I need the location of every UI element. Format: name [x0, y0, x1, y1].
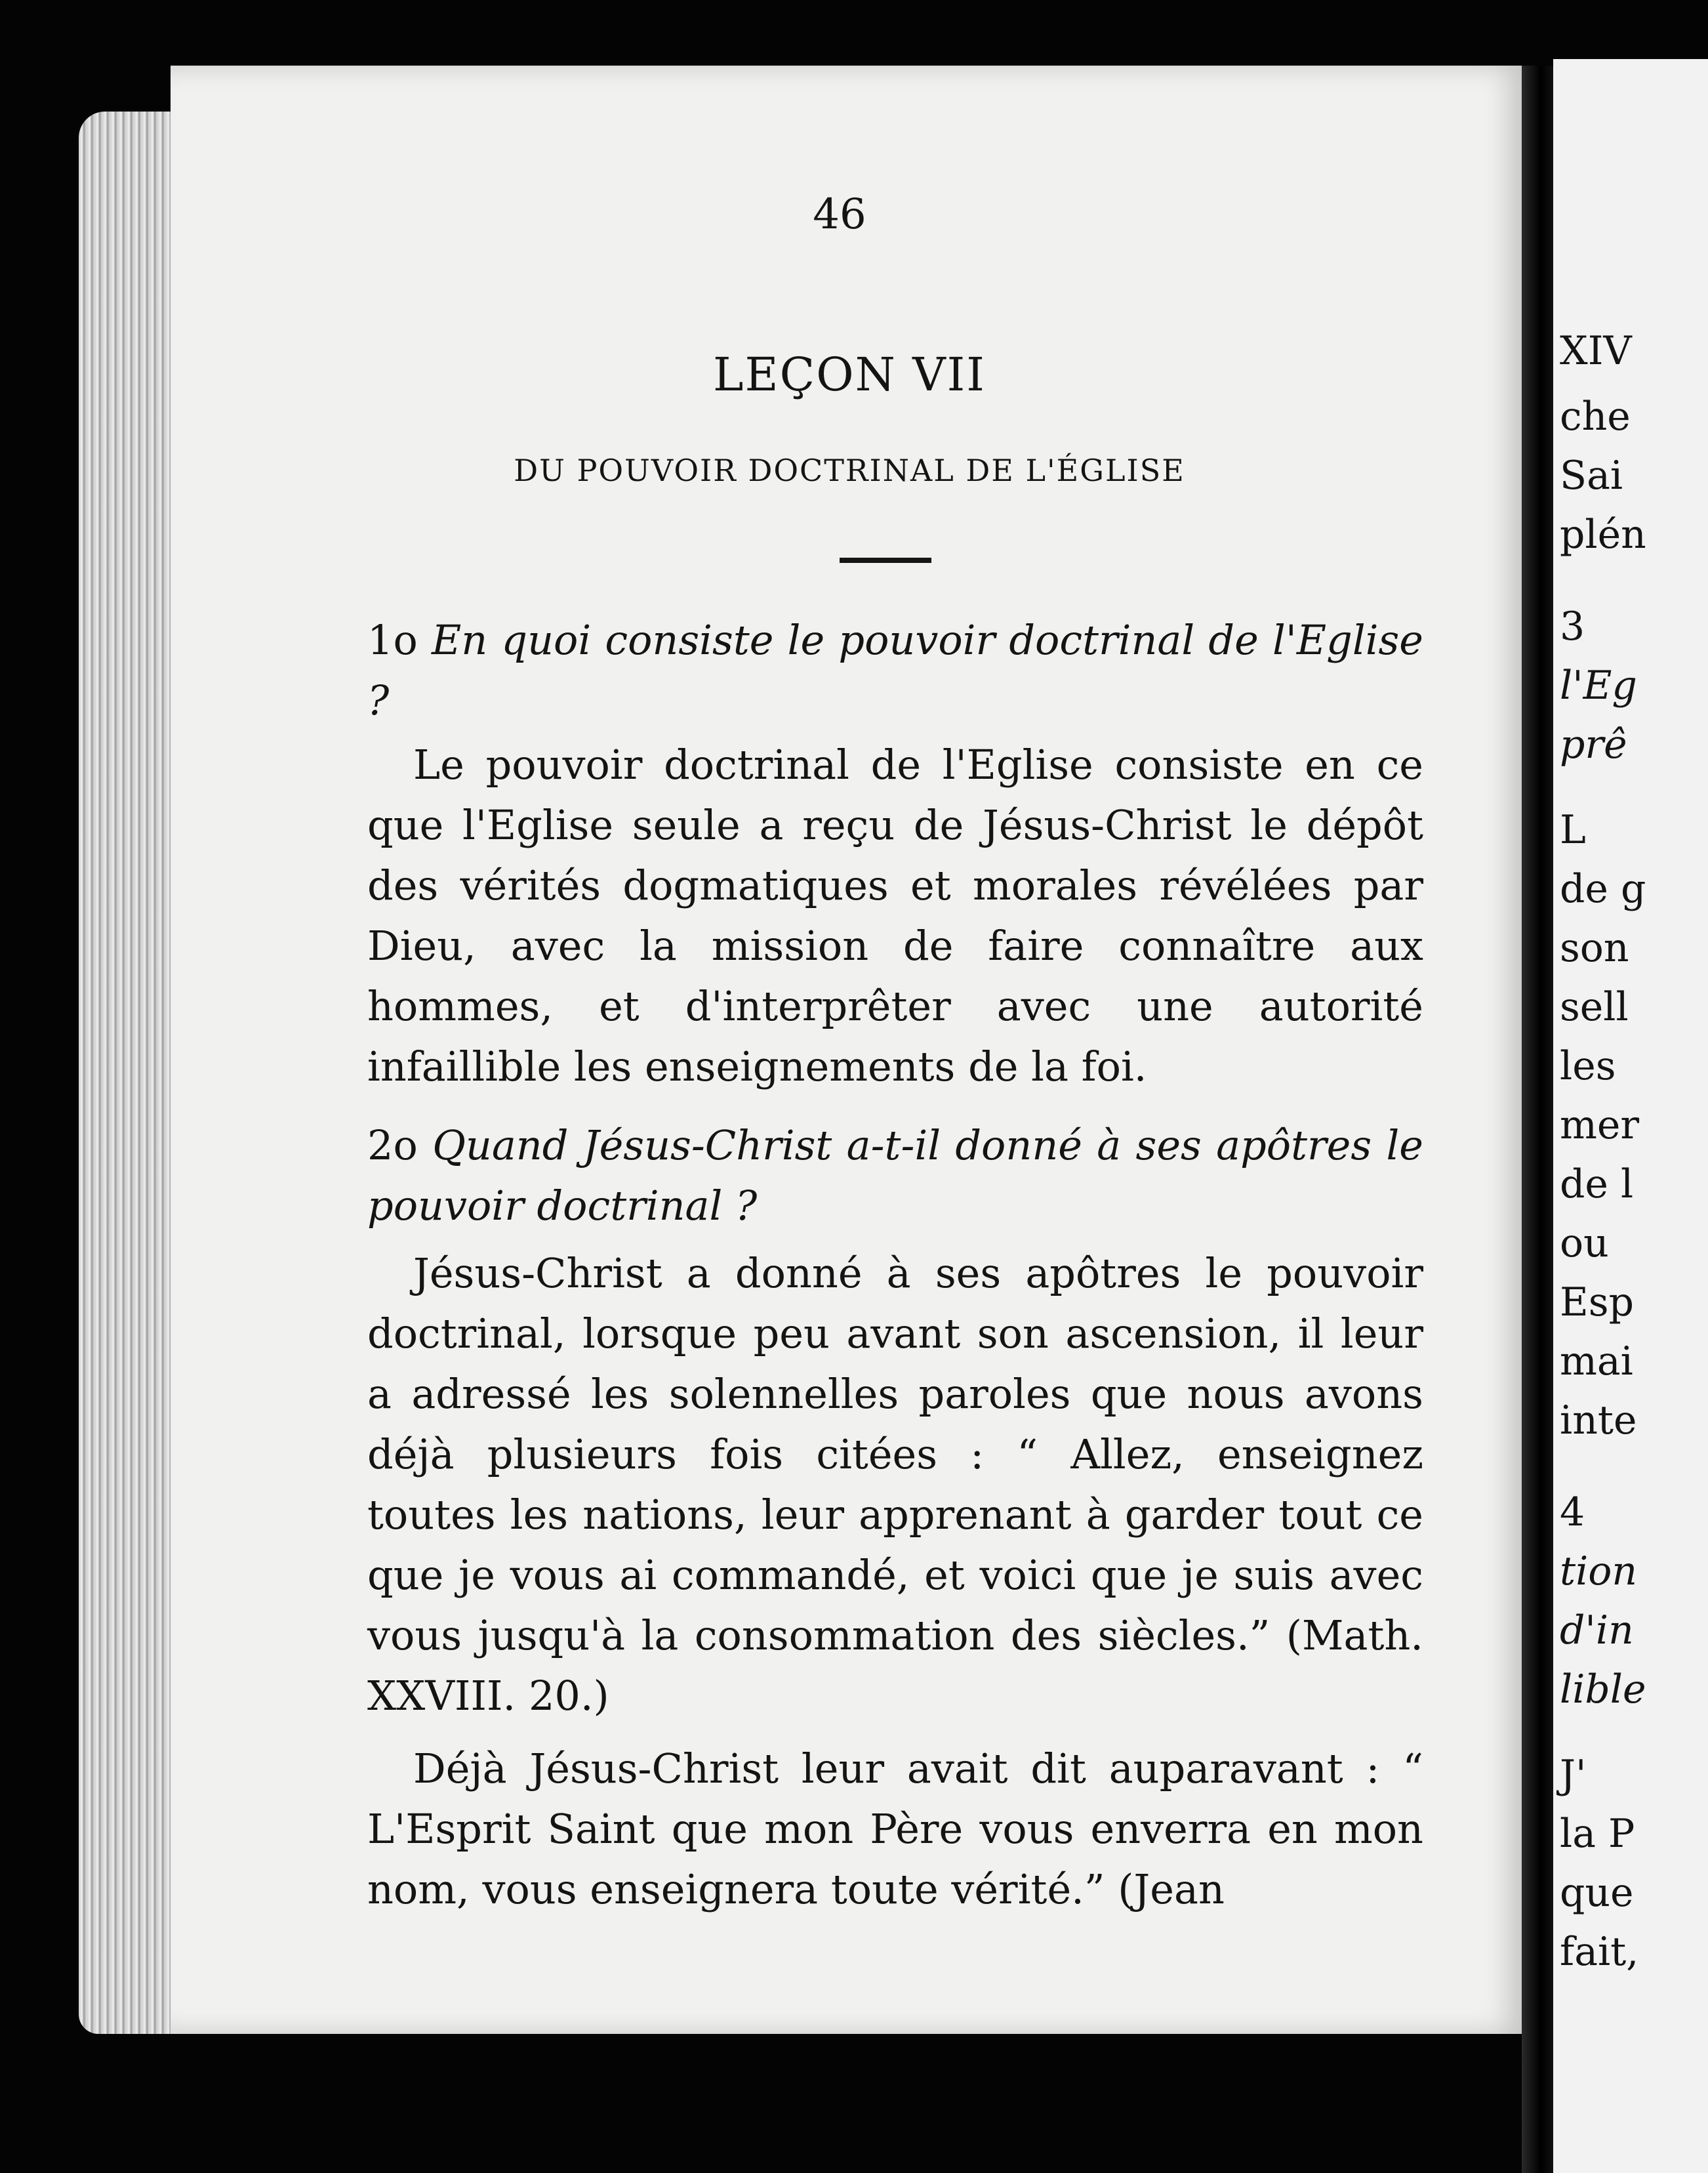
- question-2-number: 2o: [367, 1121, 418, 1169]
- question-1: [367, 610, 1423, 731]
- lesson-title: LEÇON VII: [713, 348, 986, 402]
- right-page-line: de g: [1560, 866, 1646, 912]
- question-1-text: En quoi consiste le pouvoir doctrinal de l'Eglise ?: [367, 616, 1423, 724]
- paragraph-continuation: Déjà Jésus-Christ leur avait dit auparavant : “ L'Esprit Saint que mon Père vous enverra en mon nom, vous enseignera toute vérité.” (Jean: [367, 1745, 1423, 1913]
- right-page-line: che: [1560, 394, 1631, 440]
- right-page-line: tion: [1560, 1548, 1638, 1594]
- right-page-line: que: [1560, 1870, 1634, 1916]
- right-page-line: mai: [1560, 1338, 1633, 1384]
- right-page-line: l'Eg: [1560, 663, 1637, 709]
- right-page-line: 3: [1560, 604, 1585, 650]
- right-page-line: XIV: [1560, 328, 1632, 374]
- right-page-line: J': [1560, 1752, 1587, 1798]
- right-page-line: 4: [1560, 1489, 1585, 1535]
- right-page-line: la P: [1560, 1811, 1635, 1857]
- right-page-line: de l: [1560, 1161, 1634, 1207]
- answer-1: Le pouvoir doctrinal de l'Eglise consiste en ce que l'Eglise seule a reçu de Jésus-Christ le dépôt des vérités dogmatiques et morales révélées par Dieu, avec la mission de faire connaître aux hommes, et d'interprêter avec une autorité infaillible les enseignements de la foi.: [367, 741, 1423, 1090]
- right-page-line: fait,: [1560, 1929, 1639, 1975]
- right-page-line: son: [1560, 925, 1629, 971]
- right-page-line: mer: [1560, 1102, 1640, 1148]
- question-1-number: 1o: [367, 616, 418, 664]
- right-page-line: L: [1560, 807, 1586, 853]
- right-page-fragment: [1553, 59, 1708, 2173]
- right-page-line: Esp: [1560, 1279, 1634, 1325]
- question-2: [367, 1115, 1423, 1236]
- right-page-line: ou: [1560, 1220, 1609, 1266]
- right-page-line: inte: [1560, 1397, 1637, 1443]
- answer-2: Jésus-Christ a donné à ses apôtres le pouvoir doctrinal, lorsque peu avant son ascension, il leur a adressé les solennelles paroles que nous avons déjà plusieurs fois citées : “ Allez, enseignez toutes les nations, leur apprenant à garder tout ce que je vous ai commandé, et voici que je suis avec vous jusqu'à la consommation des siècles.” (Math. XXVIII. 20.): [367, 1249, 1423, 1720]
- lesson-subtitle: DU POUVOIR DOCTRINAL DE L'ÉGLISE: [514, 453, 1185, 488]
- right-page-line: lible: [1560, 1666, 1646, 1712]
- right-page-line: Sai: [1560, 453, 1623, 499]
- right-page-line: sell: [1560, 984, 1629, 1030]
- page-number: 46: [813, 190, 866, 239]
- right-page-line: plén: [1560, 512, 1646, 558]
- question-2-text: Quand Jésus-Christ a-t-il donné à ses apôtres le pouvoir doctrinal ?: [367, 1121, 1423, 1230]
- right-page-line: prê: [1560, 722, 1627, 768]
- right-page-line: d'in: [1560, 1607, 1634, 1653]
- right-page-line: les: [1560, 1043, 1616, 1089]
- title-separator-rule: [840, 558, 931, 563]
